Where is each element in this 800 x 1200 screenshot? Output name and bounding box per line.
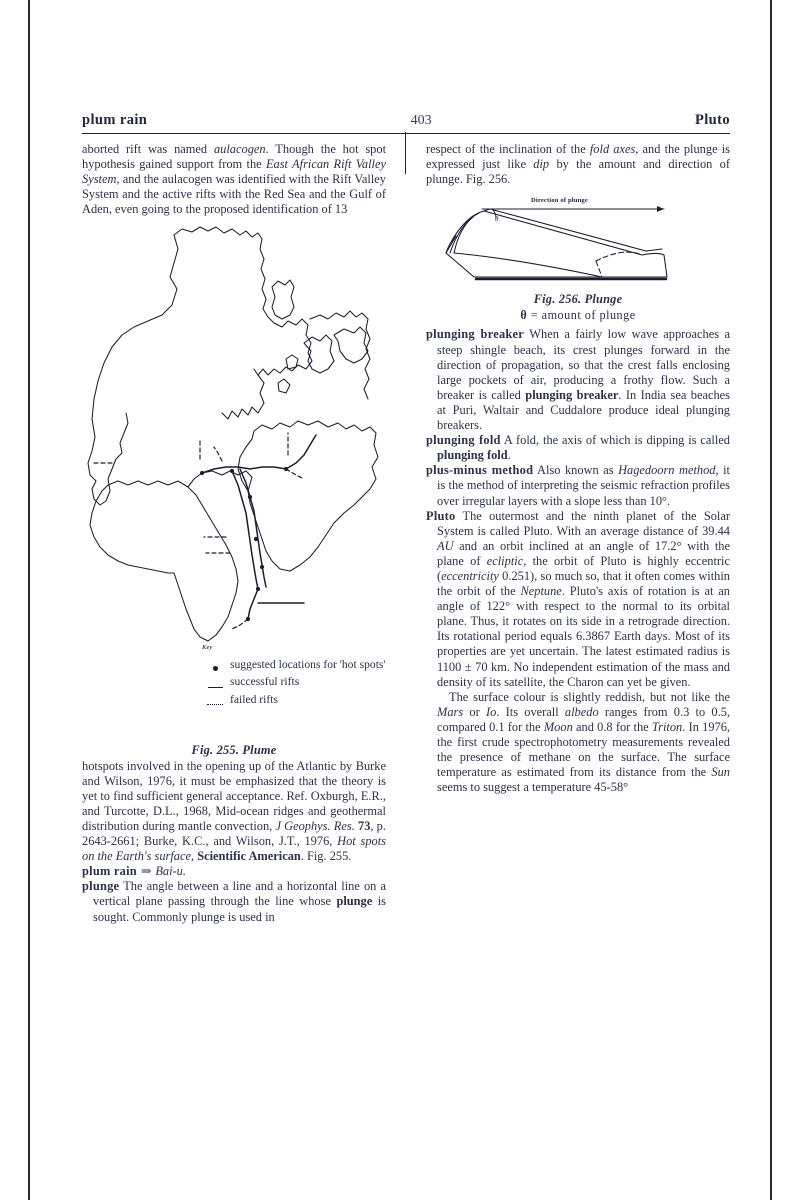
figure-255-caption: Fig. 255. Plume bbox=[191, 743, 277, 758]
dashed-line-icon bbox=[200, 693, 230, 708]
text-run: or bbox=[463, 704, 486, 719]
text-run: , the orbit of Pluto is highly eccentric ( bbox=[437, 553, 730, 583]
bold-magazine-name: Scientific American bbox=[197, 849, 301, 864]
italic-term-eccentricity: eccentricity bbox=[441, 568, 499, 583]
text-run: The surface colour is slightly reddish, but not like the bbox=[449, 689, 730, 704]
figure-256-subcaption bbox=[426, 308, 730, 323]
running-head bbox=[82, 112, 730, 129]
italic-term-ecliptic: ecliptic bbox=[486, 553, 524, 568]
left-continued-paragraph bbox=[82, 142, 386, 217]
entry-term: plum rain bbox=[82, 864, 137, 879]
figure-255-legend bbox=[200, 641, 386, 708]
page-number: 403 bbox=[410, 113, 432, 128]
svg-text:θ: θ bbox=[495, 215, 499, 224]
entry-plunging-breaker bbox=[426, 327, 730, 433]
text-run: 0.251), so much so, that it often comes within the orbit of the bbox=[437, 568, 730, 599]
scan-edge-right bbox=[770, 0, 772, 1200]
text-run: A fold, the axis of which is dipping is called bbox=[500, 433, 730, 448]
entry-plunge bbox=[82, 879, 386, 924]
text-run: hotspots involved in the opening up of the Atlantic by Burke and Wilson, 1976, it must be emphasized that the theory is yet to find sufficient general acceptance. Ref. Oxburgh, E.R., and Turcotte, D.L., 1968, Mid-ocean ridges and geothermal distribution during mantle convection, bbox=[82, 758, 386, 833]
italic-term-fold-axes: fold axes bbox=[589, 142, 636, 156]
entry-term: plunging fold bbox=[426, 433, 501, 448]
italic-term-hagedoorn-method: Hagedoorn method bbox=[618, 463, 716, 478]
entry-term: plunging breaker bbox=[426, 327, 525, 342]
italic-term-moon: Moon bbox=[543, 719, 573, 734]
text-run: The outermost and the ninth planet of the Solar System is called Pluto. With an average distance of 39.44 bbox=[437, 508, 730, 538]
legend-item-failed-rifts bbox=[200, 693, 386, 708]
cross-reference-arrow-icon: ⇒ bbox=[140, 864, 152, 879]
text-run: and an orbit inclined at an angle of 17.2° with the plane of bbox=[437, 538, 730, 568]
text-run: , and the aulacogen was identified with the Rift Valley System and the active rifts with the Red Sea and the Gulf of Aden, even going to the proposed identification of 13 bbox=[82, 172, 386, 217]
italic-term-io: Io bbox=[485, 704, 497, 719]
figure-255-plume-map bbox=[82, 223, 386, 743]
right-column bbox=[426, 142, 730, 795]
figure-256-arrow-label: Direction of plunge bbox=[531, 197, 588, 205]
right-continued-paragraph bbox=[426, 142, 730, 187]
text-run: . In 1976, the first crude spectrophotometry measurements revealed the presence of methane on the surface. The surface temperature as estimated from its distance from the bbox=[437, 719, 730, 780]
text-run: . Fig. 255. bbox=[300, 849, 352, 864]
solid-line-icon bbox=[200, 675, 230, 690]
left-column bbox=[82, 142, 386, 925]
italic-journal-name: J Geophys. Res. bbox=[275, 818, 355, 833]
entry-term: plunge bbox=[82, 879, 120, 894]
italic-term-albedo: albedo bbox=[564, 704, 599, 719]
italic-term-neptune: Neptune bbox=[520, 584, 562, 599]
left-after-figure-paragraph bbox=[82, 759, 386, 865]
hot-spot-dot-icon bbox=[200, 658, 230, 673]
running-head-right-term: Pluto bbox=[694, 112, 730, 128]
text-run: , it is the method of interpreting the seismic refraction profiles over irregular layers with a slope less than 10°. bbox=[437, 463, 730, 508]
text-run: seems to suggest a temperature 45-58° bbox=[437, 780, 629, 795]
italic-term-mars: Mars bbox=[437, 704, 464, 719]
bold-volume-number: 73 bbox=[358, 818, 371, 833]
dictionary-page bbox=[30, 0, 770, 1200]
bold-term-plunge: plunge bbox=[336, 894, 373, 909]
legend-item-successful-rifts bbox=[200, 675, 386, 690]
text-run: , p. 2643-2661; Burke, K.C., and Wilson, J.T., 1976, bbox=[82, 818, 386, 849]
italic-article-title: Hot spots on the Earth's surface bbox=[82, 834, 386, 864]
figure-256-plunge-diagram bbox=[426, 191, 730, 291]
text-run: The angle between a line and a horizontal line on a vertical plane passing through the line whose bbox=[93, 879, 386, 909]
text-run: respect of the inclination of the bbox=[426, 142, 590, 156]
text-run: is sought. Commonly plunge is used in bbox=[93, 894, 386, 924]
italic-term-aulacogen: aulacogen bbox=[213, 142, 266, 156]
text-run: ranges from 0.3 to 0.5, compared 0.1 for the bbox=[437, 704, 730, 734]
bold-term-plunging-breaker: plunging breaker bbox=[525, 387, 619, 402]
pluto-surface-paragraph bbox=[426, 690, 730, 796]
cross-reference-target: Bai-u. bbox=[155, 864, 186, 879]
pangaea-map-drawing bbox=[82, 223, 386, 653]
entry-plus-minus-method bbox=[426, 463, 730, 508]
text-run: Also known as bbox=[533, 463, 619, 478]
text-run: When a fairly low wave approaches a steep shingle beach, its crest plunges forward in the direction of propagation, so that the crest falls enclosing large pockets of air, producing a frothy flow. Such a breaker is called bbox=[437, 327, 730, 402]
italic-term-sun: Sun bbox=[711, 765, 730, 780]
running-head-left-term: plum rain bbox=[82, 112, 148, 128]
text-run: , bbox=[191, 849, 198, 864]
legend-item-label: successful rifts bbox=[230, 675, 300, 689]
italic-term-triton: Triton bbox=[651, 719, 683, 734]
entry-term: Pluto bbox=[426, 508, 456, 523]
italic-term-east-african-rift: East African Rift Valley System bbox=[82, 157, 387, 187]
text-run: , and the plunge is expressed just like bbox=[426, 142, 730, 172]
text-run: . Its overall bbox=[496, 704, 565, 719]
figure-256-caption: Fig. 256. Plunge bbox=[533, 292, 623, 307]
text-run: aborted rift was named bbox=[82, 142, 214, 156]
italic-unit-au: AU bbox=[437, 538, 454, 553]
text-run: . Pluto's axis of rotation is at an angle of 122° with respect to the normal to its orbital plane. Thus, it rotates on its side in a retrograde direction. Its rotational period equals 6.3867 Earth days. Most of its properties are yet uncertain. The latest estimated radius is 1100 ± 70 km. No independent estimation of the mass and density of its satellite, the Charon can yet be given. bbox=[437, 584, 730, 689]
entry-plunging-fold bbox=[426, 433, 730, 463]
entry-pluto bbox=[426, 509, 730, 690]
subcaption-text: = amount of plunge bbox=[530, 308, 636, 323]
legend-item-label: suggested locations for 'hot spots' bbox=[230, 657, 386, 671]
theta-symbol: θ bbox=[520, 308, 528, 323]
legend-item-hot-spots bbox=[200, 658, 386, 673]
entry-plum-rain bbox=[82, 864, 386, 879]
text-columns bbox=[82, 142, 730, 1162]
text-run: by the amount and direction of plunge. Fig. 256. bbox=[426, 157, 730, 187]
legend-item-label: failed rifts bbox=[230, 692, 278, 706]
bold-term-plunging-fold: plunging fold bbox=[437, 448, 508, 463]
legend-key-title: Key bbox=[202, 644, 213, 652]
italic-term-dip: dip bbox=[533, 157, 550, 172]
text-run: . bbox=[507, 448, 511, 463]
header-rule bbox=[82, 133, 730, 134]
text-run: and 0.8 for the bbox=[572, 719, 652, 734]
text-run: . Though the hot spot hypothesis gained support from the bbox=[82, 142, 387, 172]
column-divider bbox=[405, 132, 406, 174]
text-run: . In India sea beaches at Puri, Waltair and Cuddalore produce ideal plunging breakers. bbox=[437, 387, 730, 433]
entry-term: plus-minus method bbox=[426, 463, 534, 478]
